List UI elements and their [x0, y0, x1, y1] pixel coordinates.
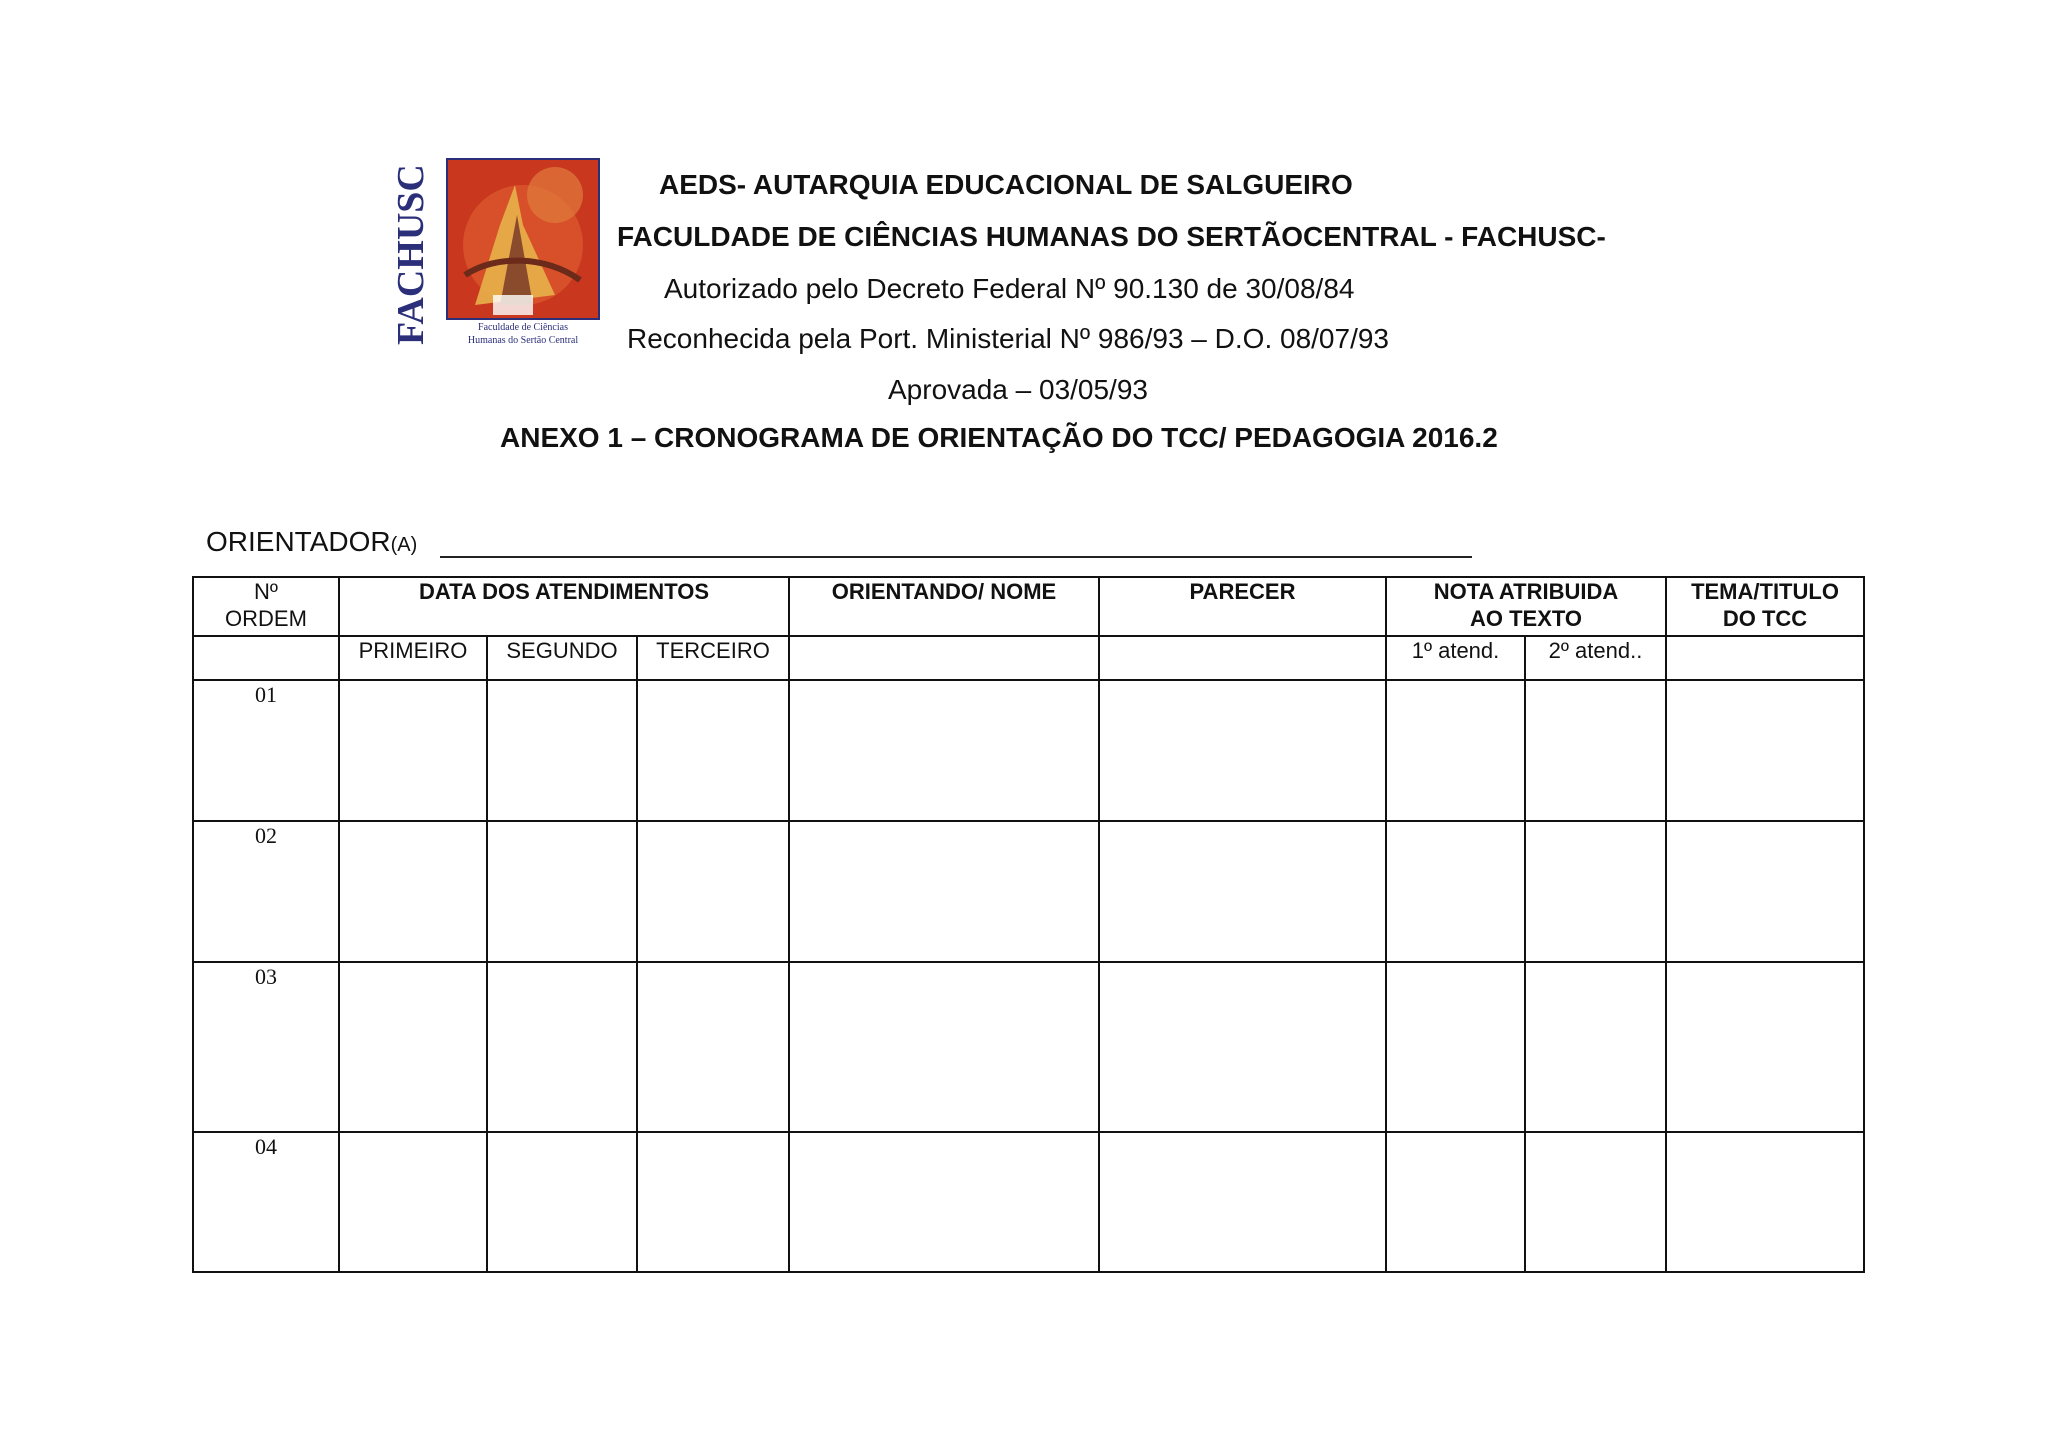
- orientador-label-suffix: (A): [390, 534, 418, 556]
- cell-primeiro[interactable]: [339, 821, 487, 962]
- table-row: [193, 1132, 1864, 1272]
- cell-terceiro[interactable]: [637, 1132, 789, 1272]
- header-nota-line2: AO TEXTO: [1469, 606, 1583, 631]
- subheader-empty-tema: [1666, 636, 1864, 680]
- cell-parecer[interactable]: [1099, 962, 1386, 1132]
- cell-terceiro[interactable]: [637, 821, 789, 962]
- cell-nota-1[interactable]: [1386, 680, 1525, 821]
- cell-tema[interactable]: [1666, 821, 1864, 962]
- cell-nota-2[interactable]: [1525, 680, 1666, 821]
- cell-primeiro[interactable]: [339, 680, 487, 821]
- logo-caption-1: Faculdade de Ciências: [478, 322, 568, 333]
- cell-nota-1[interactable]: [1386, 1132, 1525, 1272]
- header-tema: [1666, 577, 1864, 636]
- cell-primeiro[interactable]: [339, 1132, 487, 1272]
- subheader-primeiro: PRIMEIRO: [339, 636, 487, 680]
- table-subheader-row: [193, 636, 1864, 680]
- table-row: [193, 962, 1864, 1132]
- schedule-table: [192, 576, 1865, 1273]
- header-nota: [1386, 577, 1666, 636]
- header-faculty: FACULDADE DE CIÊNCIAS HUMANAS DO SERTÃOCENTRAL - FACHUSC-: [617, 221, 1606, 252]
- header-datas: DATA DOS ATENDIMENTOS: [339, 577, 789, 636]
- header-ordem: [193, 577, 339, 636]
- cell-nota-2[interactable]: [1525, 821, 1666, 962]
- cell-orientando[interactable]: [789, 1132, 1099, 1272]
- row-number: 01: [193, 680, 339, 821]
- cell-orientando[interactable]: [789, 680, 1099, 821]
- header-tema-line1: TEMA/TITULO: [1691, 579, 1839, 604]
- fachusc-logo: [390, 155, 605, 350]
- cell-parecer[interactable]: [1099, 1132, 1386, 1272]
- cell-segundo[interactable]: [487, 680, 637, 821]
- subheader-segundo: SEGUNDO: [487, 636, 637, 680]
- orientador-fill-line[interactable]: [440, 556, 1472, 558]
- row-number: 03: [193, 962, 339, 1132]
- header-tema-line2: DO TCC: [1722, 606, 1808, 631]
- cell-orientando[interactable]: [789, 821, 1099, 962]
- header-parecer: PARECER: [1099, 577, 1386, 636]
- orientador-label: [206, 526, 417, 558]
- cell-tema[interactable]: [1666, 1132, 1864, 1272]
- subheader-empty-orientando: [789, 636, 1099, 680]
- table-row: [193, 680, 1864, 821]
- cell-tema[interactable]: [1666, 680, 1864, 821]
- logo-caption-2: Humanas do Sertão Central: [467, 335, 579, 346]
- cell-terceiro[interactable]: [637, 680, 789, 821]
- subheader-atend1: 1º atend.: [1386, 636, 1525, 680]
- header-ordem-line1: Nº: [254, 579, 278, 604]
- header-recognition: Reconhecida pela Port. Ministerial Nº 986/93 – D.O. 08/07/93: [627, 323, 1389, 354]
- header-institution: AEDS- AUTARQUIA EDUCACIONAL DE SALGUEIRO: [659, 169, 1353, 200]
- cell-nota-2[interactable]: [1525, 1132, 1666, 1272]
- table-header-row: [193, 577, 1864, 636]
- cell-nota-2[interactable]: [1525, 962, 1666, 1132]
- header-ordem-line2: ORDEM: [225, 606, 307, 631]
- header-authorization: Autorizado pelo Decreto Federal Nº 90.130 de 30/08/84: [664, 273, 1355, 304]
- cell-orientando[interactable]: [789, 962, 1099, 1132]
- cell-segundo[interactable]: [487, 821, 637, 962]
- cell-tema[interactable]: [1666, 962, 1864, 1132]
- cell-nota-1[interactable]: [1386, 962, 1525, 1132]
- cell-nota-1[interactable]: [1386, 821, 1525, 962]
- header-nota-line1: NOTA ATRIBUIDA: [1433, 579, 1619, 604]
- orientador-label-text: ORIENTADOR: [206, 526, 391, 557]
- cell-parecer[interactable]: [1099, 821, 1386, 962]
- header-orientando: ORIENTANDO/ NOME: [789, 577, 1099, 636]
- table-row: [193, 821, 1864, 962]
- header-approval: Aprovada – 03/05/93: [888, 374, 1148, 405]
- row-number: 02: [193, 821, 339, 962]
- cell-segundo[interactable]: [487, 962, 637, 1132]
- subheader-atend2: 2º atend..: [1525, 636, 1666, 680]
- document-title: ANEXO 1 – CRONOGRAMA DE ORIENTAÇÃO DO TCC/ PEDAGOGIA 2016.2: [500, 422, 1498, 453]
- cell-parecer[interactable]: [1099, 680, 1386, 821]
- row-number: 04: [193, 1132, 339, 1272]
- cell-segundo[interactable]: [487, 1132, 637, 1272]
- cell-primeiro[interactable]: [339, 962, 487, 1132]
- cell-terceiro[interactable]: [637, 962, 789, 1132]
- subheader-empty-parecer: [1099, 636, 1386, 680]
- logo-text: FACHUSC: [390, 164, 432, 345]
- subheader-empty-ordem: [193, 636, 339, 680]
- subheader-terceiro: TERCEIRO: [637, 636, 789, 680]
